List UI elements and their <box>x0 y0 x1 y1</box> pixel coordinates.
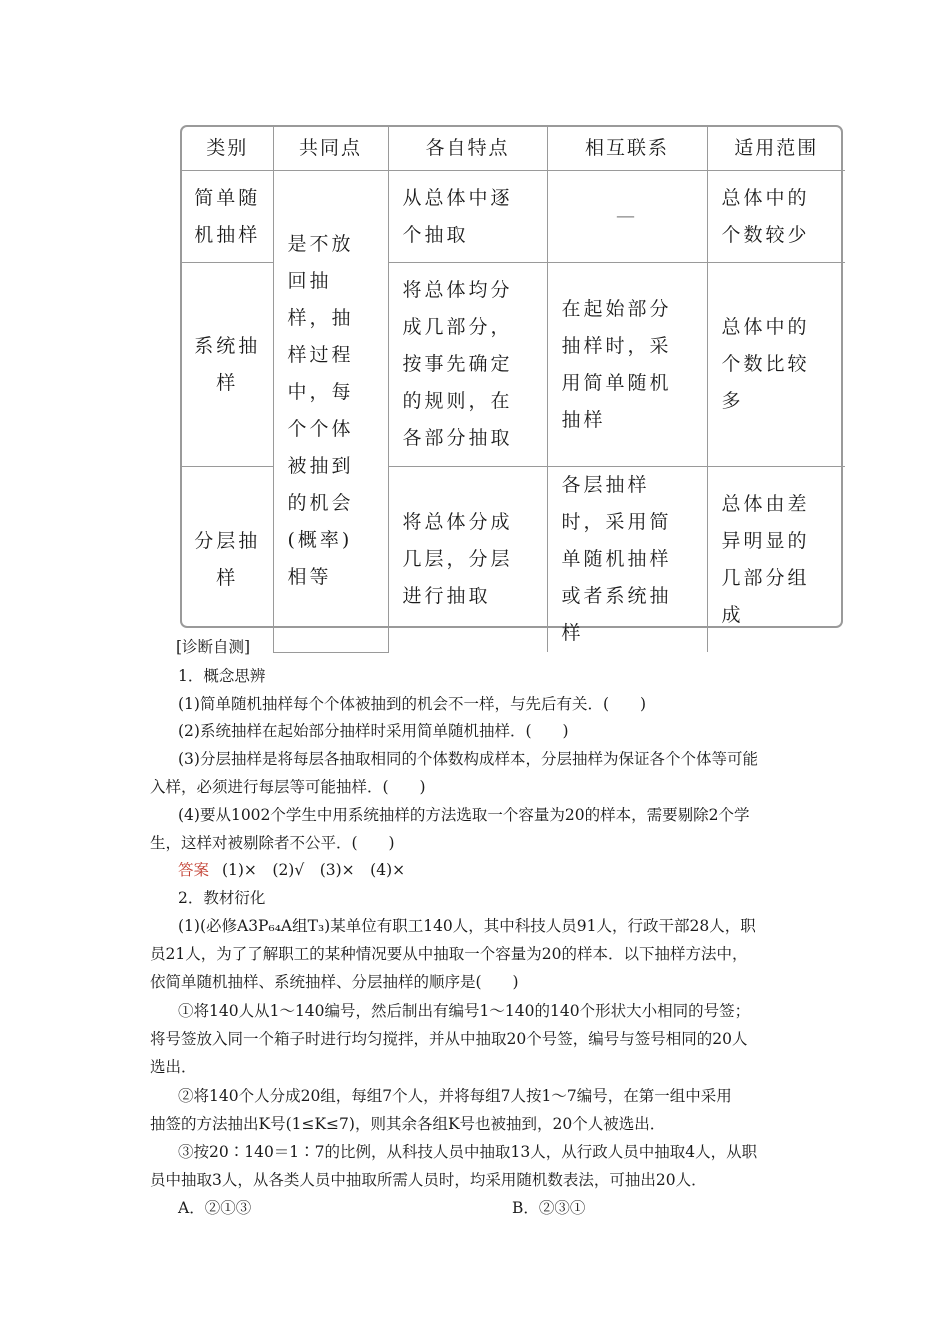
scope-cell: 总体由差异明显的几部分组成 <box>707 467 845 653</box>
common-cell: 是不放回抽样，抽样过程中，每个个体被抽到的机会(概率)相等 <box>273 171 388 653</box>
summary-table-container <box>180 125 843 644</box>
q2-line: ③按20∶140＝1∶7的比例，从科技人员中抽取13人，从行政人员中抽取4人，从职 <box>178 1143 758 1161</box>
header-cell: 类别 <box>182 127 273 171</box>
table-row <box>182 171 845 263</box>
header-cell: 适用范围 <box>707 127 845 171</box>
q2-line: 将号签放入同一个箱子时进行均匀搅拌，并从中抽取20个号签，编号与签号相同的20人 <box>150 1030 748 1048</box>
q2-line: 员中抽取3人，从各类人员中抽取所需人员时，均采用随机数表法，可抽出20人． <box>150 1171 707 1189</box>
option-b[interactable]: B．②③① <box>512 1199 586 1217</box>
q1-item: (2)系统抽样在起始部分抽样时采用简单随机抽样．( ) <box>178 722 569 740</box>
q2-line: 依简单随机抽样、系统抽样、分层抽样的顺序是( ) <box>150 973 519 991</box>
q2-line: (1)(必修A3P₆₄A组T₃)某单位有职工140人，其中科技人员91人，行政干部28人，职 <box>178 917 756 935</box>
section-tag: [诊断自测] <box>176 638 251 656</box>
relation-cell: 各层抽样时，采用简单随机抽样或者系统抽样 <box>547 467 707 653</box>
type-cell: 分层抽样 <box>182 467 273 653</box>
q1-item: (3)分层抽样是将每层各抽取相同的个体数构成样本，分层抽样为保证各个个体等可能 <box>178 750 758 768</box>
feature-cell: 将总体分成几层，分层进行抽取 <box>388 467 547 653</box>
answer-label: 答案 <box>178 861 210 879</box>
q2-title: 2．教材衍化 <box>178 889 266 907</box>
relation-cell: 在起始部分抽样时，采用简单随机抽样 <box>547 263 707 467</box>
q1-item: (4)要从1002个学生中用系统抽样的方法选取一个容量为20的样本，需要剔除2个学 <box>178 806 750 824</box>
type-cell: 系统抽样 <box>182 263 273 467</box>
q2-line: ②将140个人分成20组，每组7个人，并将每组7人按1～7编号，在第一组中采用 <box>178 1087 732 1105</box>
header-cell: 各自特点 <box>388 127 547 171</box>
q2-line: 抽签的方法抽出K号(1≤K≤7)，则其余各组K号也被抽到，20个人被选出． <box>150 1115 666 1133</box>
q2-line: 员21人，为了了解职工的某种情况要从中抽取一个容量为20的样本．以下抽样方法中， <box>150 945 748 963</box>
q2-line: ①将140人从1～140编号，然后制出有编号1～140的140个形状大小相同的号签； <box>178 1002 751 1020</box>
feature-cell: 从总体中逐个抽取 <box>388 171 547 263</box>
scope-cell: 总体中的个数比较多 <box>707 263 845 467</box>
answer-line <box>178 856 405 885</box>
table-header-row <box>182 127 845 171</box>
header-cell: 共同点 <box>273 127 388 171</box>
feature-cell: 将总体均分成几部分，按事先确定的规则，在各部分抽取 <box>388 263 547 467</box>
answer-text: (1)× (2)√ (3)× (4)× <box>221 861 406 879</box>
q2-line: 选出． <box>150 1058 197 1076</box>
header-cell: 相互联系 <box>547 127 707 171</box>
q1-item: (1)简单随机抽样每个个体被抽到的机会不一样，与先后有关．( ) <box>178 695 647 713</box>
type-cell: 简单随机抽样 <box>182 171 273 263</box>
relation-cell: — <box>547 171 707 263</box>
sampling-methods-table <box>182 127 845 653</box>
q1-title: 1．概念思辨 <box>178 667 266 685</box>
q1-item: 生，这样对被剔除者不公平．( ) <box>150 834 395 852</box>
scope-cell: 总体中的个数较少 <box>707 171 845 263</box>
option-a[interactable]: A．②①③ <box>178 1199 252 1217</box>
q1-item: 入样，必须进行每层等可能抽样．( ) <box>150 778 426 796</box>
